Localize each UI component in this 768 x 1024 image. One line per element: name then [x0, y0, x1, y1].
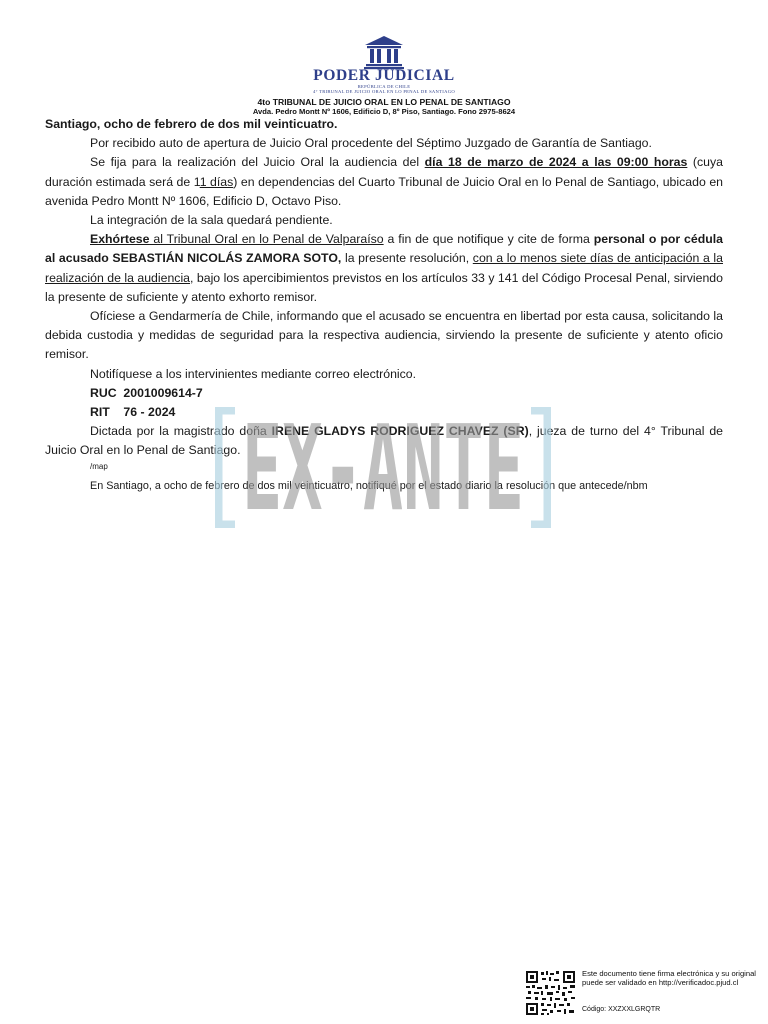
electronic-signature-footer — [525, 970, 757, 1016]
letterhead — [0, 34, 768, 116]
exhorto-text-a: a fin de que notifique y cite de forma — [383, 232, 594, 247]
exhorto-text-b: la presente resolución, — [341, 251, 473, 266]
accused-name: personal o por cédula al acusado SEBASTIÁN NICOLÁS ZAMORA SOTO, — [45, 232, 724, 266]
paragraph-exhorto — [45, 230, 723, 307]
hearing-text-a: Se fija para la realización del Juicio Oral la audiencia del — [90, 155, 425, 170]
signature-notice: Este documento tiene firma electrónica y su original puede ser validado en http://verificadoc.pjud.cl — [582, 969, 756, 987]
dateline: Santiago, ocho de febrero de dos mil veinticuatro. — [45, 117, 338, 131]
rit-label: RIT — [90, 405, 110, 420]
watermark-text: EX-ANTE — [242, 407, 524, 528]
paragraph-notify: Notifíquese a los intervinientes mediante correo electrónico. — [90, 366, 417, 381]
court-address: Avda. Pedro Montt Nº 1606, Edificio D, 8º Piso, Santiago. Fono 2975-8624 — [252, 107, 516, 116]
resolution-body — [45, 115, 723, 496]
rit-row — [45, 403, 723, 422]
exhorto-text-c: , bajo los apercibimientos previstos en los artículos 33 y 141 del Código Procesal Penal, sirviendo la presente de suficiente y atento exhorto remisor. — [45, 270, 723, 304]
clerk-initials: /map — [90, 461, 108, 471]
magistrate-text-a: Dictada por la magistrado doña — [90, 424, 272, 439]
hearing-text-c: ) en dependencias del Cuarto Tribunal de Juicio Oral en lo Penal de Santiago, ubicado en avenida Pedro Montt Nº 1606, Edificio D, Octavo Piso. — [45, 174, 723, 208]
institution-name: PODER JUDICIAL — [313, 67, 455, 84]
ruc-row — [45, 384, 723, 403]
hearing-duration: 1 días — [199, 174, 234, 189]
notification-note: En Santiago, a ocho de febrero de dos mil veinticuatro, notifiqué por el estado diario la resolución que antecede/nbm — [90, 479, 648, 492]
verification-code: Código: XXZXXLGRQTR — [582, 1006, 661, 1013]
courthouse-logo-icon — [362, 34, 406, 70]
magistrate-name: IRENE GLADYS RODRIGUEZ CHAVEZ (SR) — [271, 424, 529, 439]
paragraph-magistrate — [45, 422, 723, 460]
rit-value: 76 - 2024 — [123, 405, 176, 420]
ruc-label: RUC — [90, 385, 117, 400]
qr-code-icon[interactable] — [525, 970, 576, 1016]
exhortese-word: Exhórtese — [90, 232, 150, 247]
institution-country: REPÚBLICA DE CHILE — [357, 84, 411, 89]
paragraph-hearing — [45, 153, 723, 211]
valparaiso-court: al Tribunal Oral en lo Penal de Valparaíso — [149, 232, 384, 247]
notice-period: con a lo menos siete días de anticipación a la realización de la audiencia — [45, 251, 723, 285]
hearing-date: día 18 de marzo de 2024 a las 09:00 horas — [424, 155, 688, 170]
hearing-text-b: (cuya duración estimada será de 1 — [45, 155, 723, 189]
paragraph-receipt: Por recibido auto de apertura de Juicio Oral procedente del Séptimo Juzgado de Garantía de Santiago. — [90, 136, 652, 151]
court-title: 4to TRIBUNAL DE JUICIO ORAL EN LO PENAL DE SANTIAGO — [257, 97, 511, 107]
institution-court: 4° TRIBUNAL DE JUICIO ORAL EN LO PENAL DE SANTIAGO — [313, 89, 455, 94]
ruc-value: 2001009614-7 — [123, 385, 203, 400]
paragraph-room: La integración de la sala quedará pendiente. — [90, 213, 333, 228]
paragraph-gendarmeria: Ofíciese a Gendarmería de Chile, informando que el acusado se encuentra en libertad por esta causa, solicitando la debida custodia y medidas de seguridad para la respectiva audiencia, sirviendo la presente de suficiente y atento oficio remisor. — [45, 309, 723, 362]
magistrate-text-b: , jueza de turno del 4° Tribunal de Juicio Oral en lo Penal de Santiago. — [45, 424, 723, 458]
